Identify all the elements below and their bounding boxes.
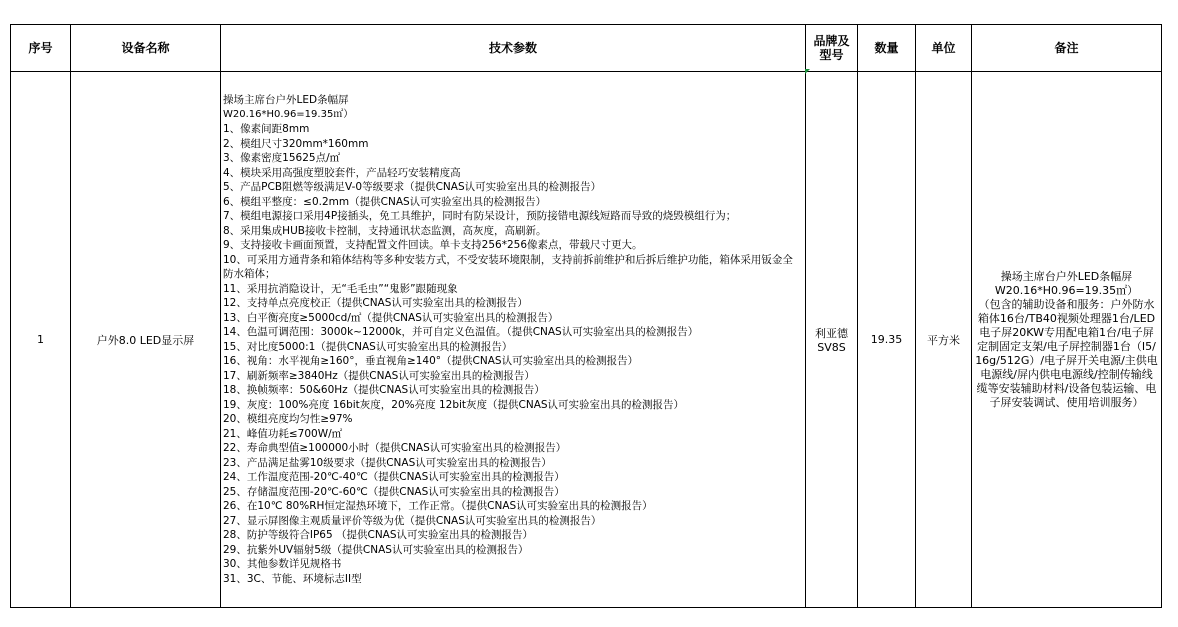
header-quantity: 数量 — [858, 25, 916, 72]
param-item: 18、换帧频率：50&60Hz（提供CNAS认可实验室出具的检测报告） — [223, 384, 545, 396]
param-item: 22、寿命典型值≥100000小时（提供CNAS认可实验室出具的检测报告） — [223, 442, 567, 454]
param-item: 5、产品PCB阻燃等级满足V-0等级要求（提供CNAS认可实验室出具的检测报告） — [223, 181, 602, 193]
cell-unit: 平方米 — [916, 72, 972, 608]
param-item: 17、刷新频率≥3840Hz（提供CNAS认可实验室出具的检测报告） — [223, 369, 535, 382]
param-item: 13、白平衡亮度≥5000cd/㎡（提供CNAS认可实验室出具的检测报告） — [223, 311, 559, 324]
cell-tech-params — [221, 72, 806, 608]
model-name: SV8S — [817, 341, 846, 354]
param-item: 21、峰值功耗≤700W/㎡ — [223, 427, 343, 440]
param-item: 26、在10℃ 80%RH恒定湿热环境下，工作正常。（提供CNAS认可实验室出具的检测报告） — [223, 500, 653, 512]
remarks-title: 操场主席台户外LED条幅屏 — [1000, 269, 1133, 283]
params-title: 操场主席台户外LED条幅屏 — [223, 94, 349, 106]
header-brand-model-line2: 型号 — [819, 48, 844, 62]
header-index: 序号 — [11, 25, 71, 72]
cell-brand-model — [806, 72, 858, 608]
param-item: 7、模组电源接口采用4P接插头，免工具维护，同时有防呆设计，预防接错电源线短路而导致的烧毁模组行为； — [223, 210, 737, 222]
param-item: 15、对比度5000:1（提供CNAS认可实验室出具的检测报告） — [223, 340, 513, 353]
param-item: 9、支持接收卡画面预置，支持配置文件回读。单卡支持256*256像素点，带载尺寸更大。 — [223, 239, 643, 251]
param-item: 6、模组平整度：≤0.2mm（提供CNAS认可实验室出具的检测报告） — [223, 195, 547, 208]
param-item: 30、其他参数详见规格书 — [223, 558, 342, 570]
param-item: 2、模组尺寸320mm*160mm — [223, 137, 369, 150]
param-item: 10、可采用方通背条和箱体结构等多种安装方式，不受安装环境限制，支持前拆前维护和后拆后维护功能，箱体采用钣金全防水箱体； — [223, 253, 793, 280]
header-brand-model-line1: 品牌及 — [813, 34, 850, 48]
remarks-text — [972, 270, 1161, 410]
header-unit: 单位 — [916, 25, 972, 72]
cell-index: 1 — [11, 72, 71, 608]
param-item: 31、3C、节能、环境标志II型 — [223, 572, 362, 585]
param-item: 11、采用抗消隐设计，无“毛毛虫”“鬼影”跟随现象 — [223, 282, 458, 295]
params-size: W20.16*H0.96=19.35㎡） — [223, 108, 354, 120]
param-item: 29、抗紫外UV辐射5级（提供CNAS认可实验室出具的检测报告） — [223, 543, 529, 556]
params-list — [223, 122, 803, 586]
cell-comment-marker — [805, 69, 810, 74]
param-item: 16、视角：水平视角≥160°，垂直视角≥140°（提供CNAS认可实验室出具的检测报告） — [223, 355, 639, 367]
header-remarks: 备注 — [972, 25, 1162, 72]
table-row — [11, 72, 1162, 608]
header-brand-model — [806, 25, 858, 72]
equipment-spec-table — [10, 24, 1162, 608]
header-device-name: 设备名称 — [71, 25, 221, 72]
remarks-body: （包含的辅助设备和服务：户外防水箱体16台/TB40视频处理器1台/LED电子屏20KW专用配电箱1台/电子屏定制固定支架/电子屏控制器1台（I5/16g/512G）/电子屏开关电源/主供电电源线/屏内供电电源线/控制传输线缆等安装辅助材料/设备包装运输、电子屏安装调试、使用培训服务） — [975, 297, 1158, 409]
cell-device-name: 户外8.0 LED显示屏 — [71, 72, 221, 608]
param-item: 23、产品满足盐雾10级要求（提供CNAS认可实验室出具的检测报告） — [223, 456, 552, 469]
brand-name: 利亚德 — [815, 327, 848, 340]
param-item: 12、支持单点亮度校正（提供CNAS认可实验室出具的检测报告） — [223, 297, 528, 309]
param-item: 20、模组亮度均匀性≥97% — [223, 413, 353, 425]
param-item: 1、像素间距8mm — [223, 123, 310, 135]
param-item: 8、采用集成HUB接收卡控制，支持通讯状态监测，高灰度，高刷新。 — [223, 224, 547, 237]
remarks-size: W20.16*H0.96=19.35㎡） — [994, 283, 1139, 297]
param-item: 14、色温可调范围：3000k~12000k，并可自定义色温值。（提供CNAS认可实验室出具的检测报告） — [223, 326, 699, 338]
param-item: 25、存储温度范围-20℃-60℃（提供CNAS认可实验室出具的检测报告） — [223, 485, 565, 498]
param-item: 3、像素密度15625点/㎡ — [223, 152, 341, 164]
header-row — [11, 25, 1162, 72]
cell-remarks — [972, 72, 1162, 608]
param-item: 27、显示屏图像主观质量评价等级为优（提供CNAS认可实验室出具的检测报告） — [223, 514, 602, 527]
param-item: 19、灰度：100%亮度 16bit灰度，20%亮度 12bit灰度（提供CNAS认可实验室出具的检测报告） — [223, 398, 685, 411]
cell-quantity: 19.35 — [858, 72, 916, 608]
param-item: 24、工作温度范围-20℃-40℃（提供CNAS认可实验室出具的检测报告） — [223, 471, 565, 483]
param-item: 4、模块采用高强度塑胶套件，产品轻巧安装精度高 — [223, 166, 461, 179]
header-tech-params: 技术参数 — [221, 25, 806, 72]
param-item: 28、防护等级符合IP65 （提供CNAS认可实验室出具的检测报告） — [223, 529, 534, 541]
